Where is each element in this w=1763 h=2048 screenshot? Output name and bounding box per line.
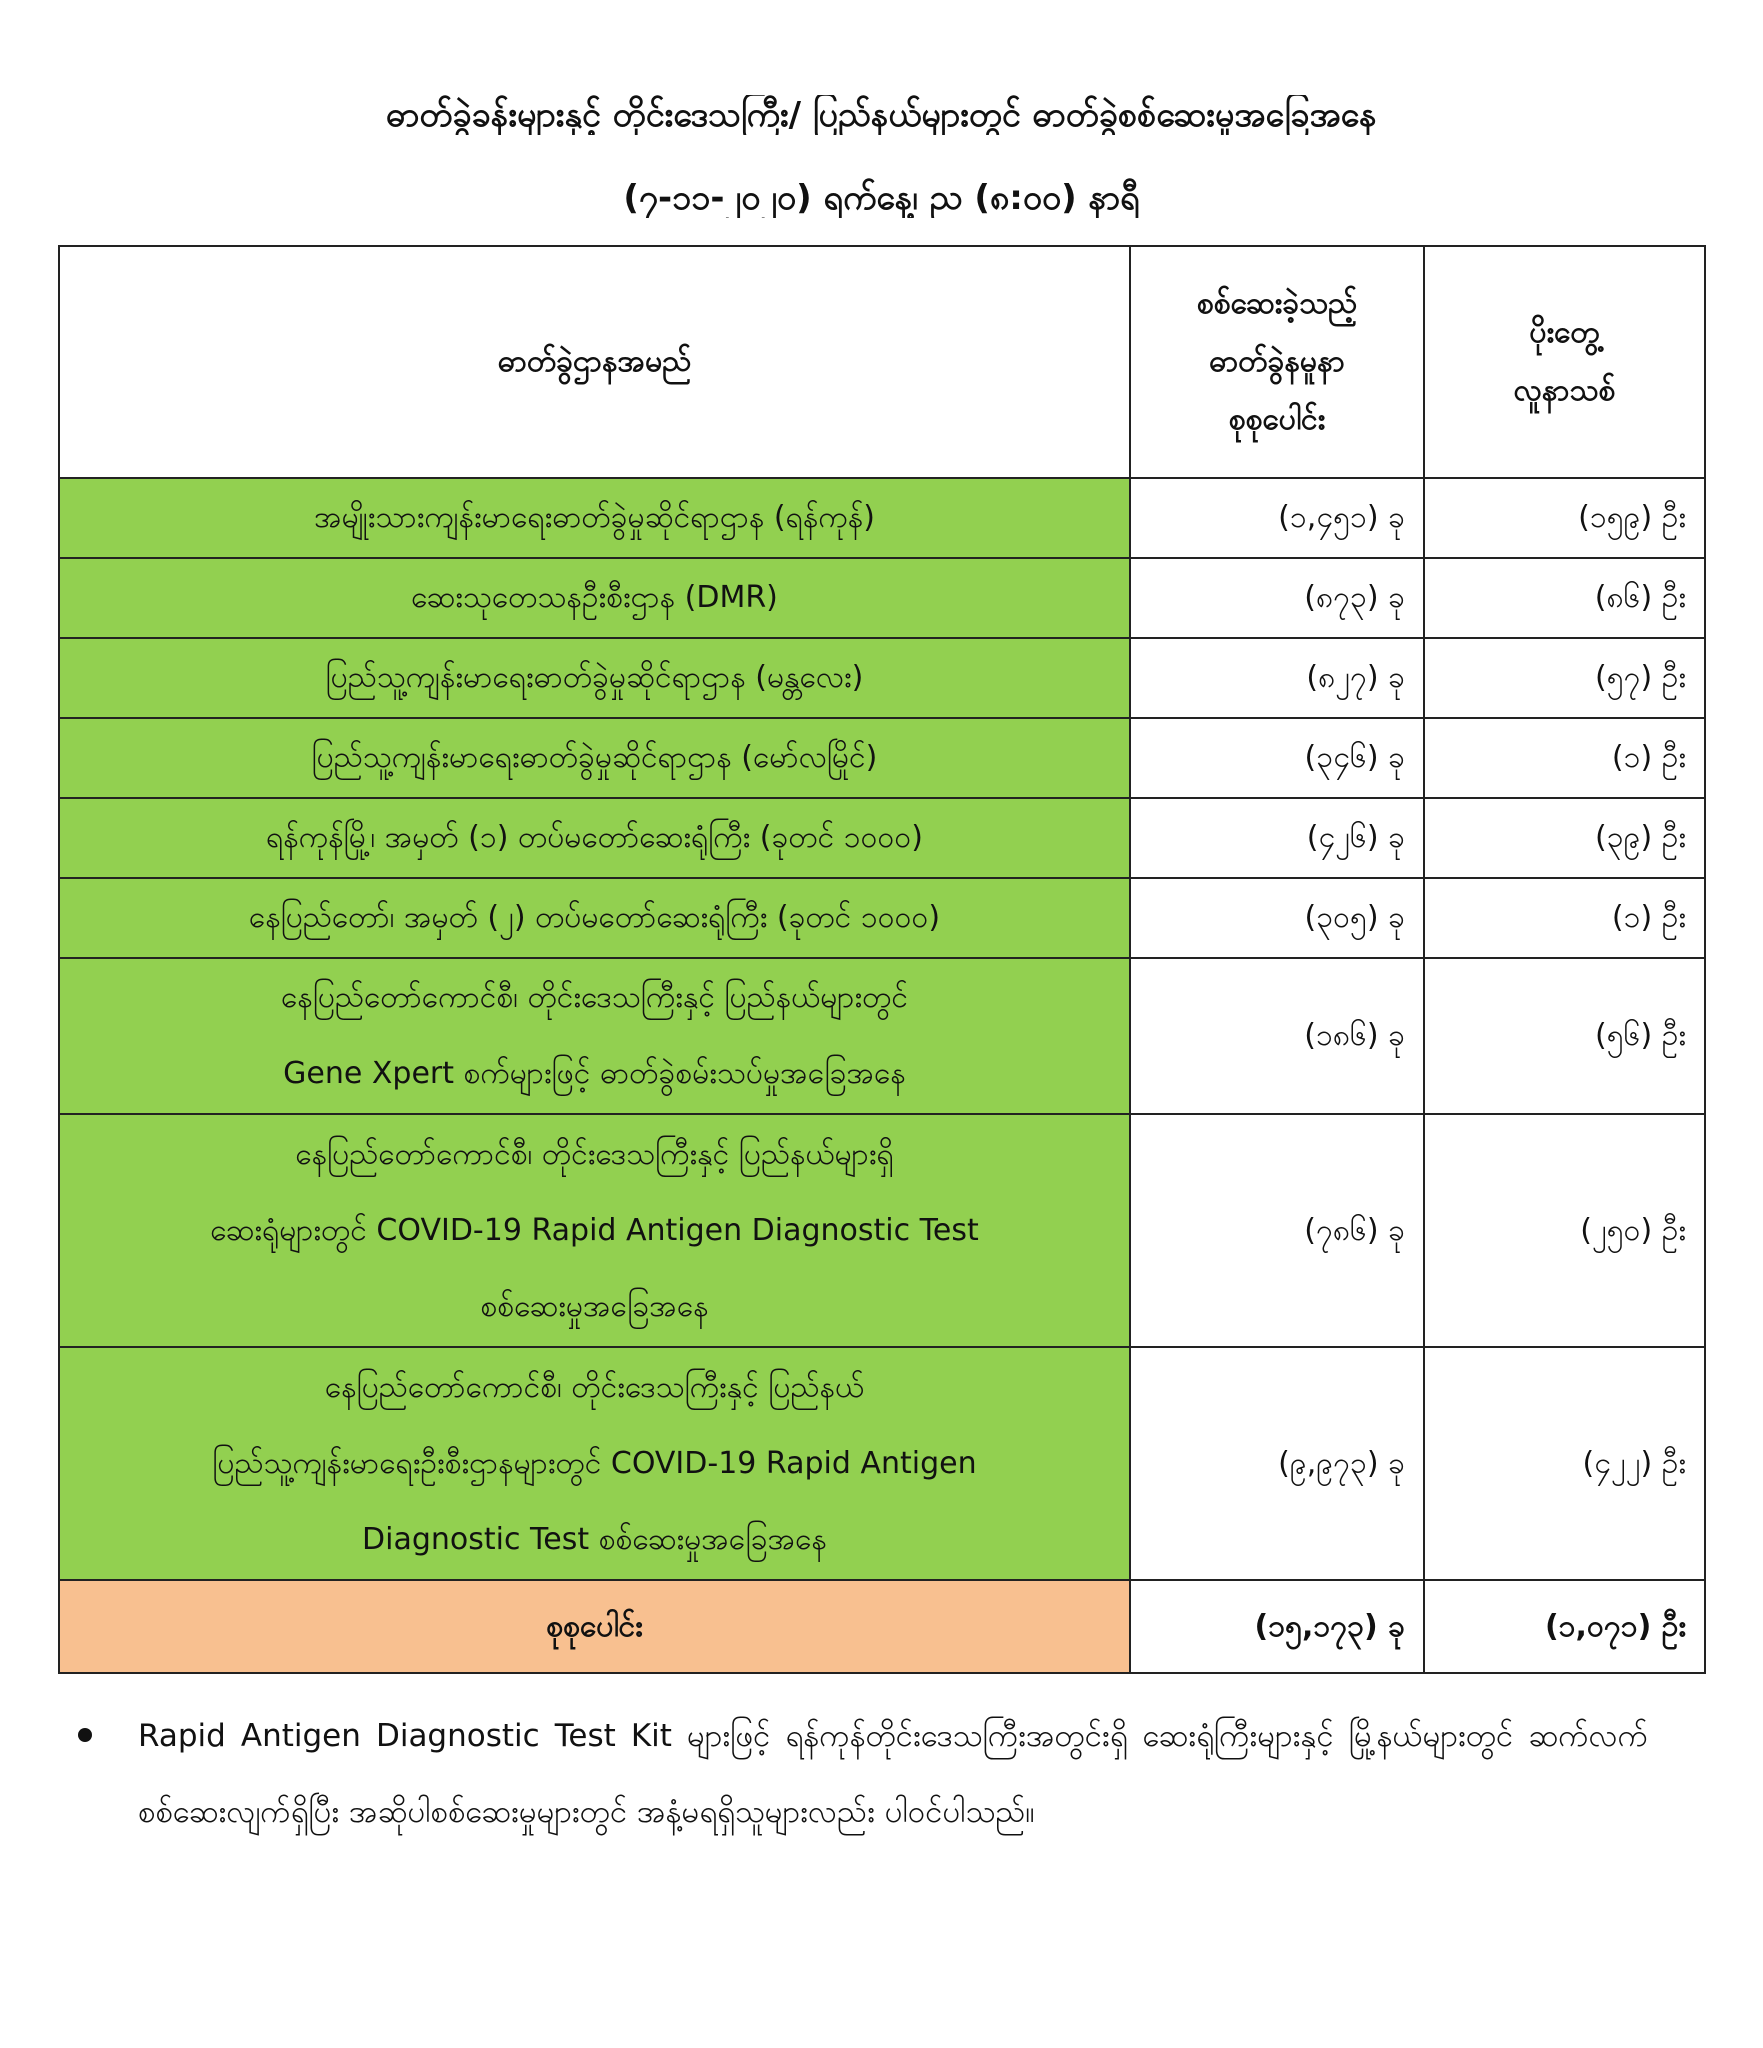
- footnote-text: Rapid Antigen Diagnostic Test Kit များဖြင့် ရန်ကုန်တိုင်းဒေသကြီးအတွင်းရှိ ဆေးရုံကြီးများနှင့် မြို့နယ်များတွင် ဆက်လက်စစ်ဆေးလျက်ရှိပြီး အဆိုပါစစ်ဆေးမှုများတွင် အနံ့မရရှိသူများလည်း ပါဝင်ပါသည်။: [138, 1718, 1648, 1830]
- header-tests-line: ဓာတ်ခွဲနမူနာ: [1209, 344, 1345, 379]
- header-positives-line: လူနာသစ်: [1513, 373, 1616, 408]
- table-row: [59, 718, 1705, 798]
- lab-name-line: Gene Xpert စက်များဖြင့် ဓာတ်ခွဲစမ်းသပ်မှုအခြေအနေ: [283, 1056, 906, 1091]
- lab-name-cell: [59, 1114, 1130, 1347]
- tests-cell: (၃၀၅) ခု: [1130, 878, 1424, 958]
- positives-cell: (၃၉) ဦး: [1424, 798, 1705, 878]
- lab-name-cell: [59, 478, 1130, 558]
- positives-cell: (၁၅၉) ဦး: [1424, 478, 1705, 558]
- total-tests: (၁၅,၁၇၃) ခု: [1130, 1580, 1424, 1673]
- lab-name-line: Diagnostic Test စစ်ဆေးမှုအခြေအနေ: [362, 1521, 827, 1557]
- lab-name-line: အမျိုးသားကျန်းမာရေးဓာတ်ခွဲမှုဆိုင်ရာဌာန (ရန်ကုန်): [314, 500, 875, 535]
- tests-cell: (၄၂၆) ခု: [1130, 798, 1424, 878]
- lab-name-line: ပြည်သူ့ကျန်းမာရေးဦးစီးဌာနများတွင် COVID-19 Rapid Antigen: [212, 1445, 977, 1481]
- tests-cell: (၈၂၇) ခု: [1130, 638, 1424, 718]
- header-positives-line: ပိုးတွေ့: [1529, 315, 1600, 350]
- table-row: [59, 1347, 1705, 1580]
- positives-cell: (၅၇) ဦး: [1424, 638, 1705, 718]
- table-row: [59, 478, 1705, 558]
- tests-cell: (၈၇၃) ခု: [1130, 558, 1424, 638]
- total-positives: (၁,၀၇၁) ဦး: [1424, 1580, 1705, 1673]
- positives-cell: (၂၅၀) ဦး: [1424, 1114, 1705, 1347]
- lab-name-line: နေပြည်တော်၊ အမှတ် (၂) တပ်မတော်ဆေးရုံကြီး (ခုတင် ၁၀၀၀): [248, 900, 941, 935]
- lab-name-cell: [59, 638, 1130, 718]
- positives-cell: (၈၆) ဦး: [1424, 558, 1705, 638]
- table-row: [59, 798, 1705, 878]
- lab-name-line: ဆေးရုံများတွင် COVID-19 Rapid Antigen Diagnostic Test: [210, 1212, 979, 1248]
- lab-name-cell: [59, 1347, 1130, 1580]
- tests-cell: (၃၄၆) ခု: [1130, 718, 1424, 798]
- lab-testing-table: [58, 245, 1706, 1674]
- lab-name-line: နေပြည်တော်ကောင်စီ၊ တိုင်းဒေသကြီးနှင့် ပြည်နယ်များရှိ: [295, 1136, 894, 1172]
- bullet-icon: [78, 1728, 92, 1742]
- lab-name-line: နေပြည်တော်ကောင်စီ၊ တိုင်းဒေသကြီးနှင့် ပြည်နယ်များတွင်: [281, 980, 908, 1015]
- tests-cell: (၉,၉၇၃) ခု: [1130, 1347, 1424, 1580]
- lab-name-line: ရန်ကုန်မြို့၊ အမှတ် (၁) တပ်မတော်ဆေးရုံကြီး (ခုတင် ၁၀၀၀): [266, 820, 923, 855]
- table-row: [59, 558, 1705, 638]
- positives-cell: (၅၆) ဦး: [1424, 958, 1705, 1114]
- report-date-time: (၇-၁၁-၂၀၂၀) ရက်နေ့၊ ည (၈:၀၀) နာရီ: [623, 178, 1140, 218]
- header-tests-line: စစ်ဆေးခဲ့သည့်: [1196, 286, 1358, 321]
- table-row: [59, 1114, 1705, 1347]
- positives-cell: (၁) ဦး: [1424, 878, 1705, 958]
- lab-name-cell: [59, 958, 1130, 1114]
- table-row: [59, 638, 1705, 718]
- header-new-positives: [1424, 246, 1705, 478]
- lab-name-cell: [59, 558, 1130, 638]
- lab-name-line: စစ်ဆေးမှုအခြေအနေ: [480, 1288, 709, 1324]
- report-title: ဓာတ်ခွဲခန်းများနှင့် တိုင်းဒေသကြီး/ ပြည်နယ်များတွင် ဓာတ်ခွဲစစ်ဆေးမှုအခြေအနေ: [386, 95, 1377, 135]
- positives-cell: (၄၂၂) ဦး: [1424, 1347, 1705, 1580]
- lab-name-cell: [59, 798, 1130, 878]
- header-lab-name: ဓာတ်ခွဲဌာနအမည်: [59, 246, 1130, 478]
- tests-cell: (၇၈၆) ခု: [1130, 1114, 1424, 1347]
- header-tests-total: [1130, 246, 1424, 478]
- lab-name-line: ဆေးသုတေသနဦးစီးဌာန (DMR): [411, 580, 778, 615]
- positives-cell: (၁) ဦး: [1424, 718, 1705, 798]
- table-header-row: [59, 246, 1705, 478]
- table-row: [59, 878, 1705, 958]
- tests-cell: (၁၈၆) ခု: [1130, 958, 1424, 1114]
- tests-cell: (၁,၄၅၁) ခု: [1130, 478, 1424, 558]
- lab-name-line: ပြည်သူ့ကျန်းမာရေးဓာတ်ခွဲမှုဆိုင်ရာဌာန (မန္တလေး): [325, 660, 864, 695]
- total-label: စုစုပေါင်း: [59, 1580, 1130, 1673]
- lab-name-line: ပြည်သူ့ကျန်းမာရေးဓာတ်ခွဲမှုဆိုင်ရာဌာန (မော်လမြိုင်): [311, 740, 878, 775]
- table-row: [59, 958, 1705, 1114]
- lab-name-line: နေပြည်တော်ကောင်စီ၊ တိုင်းဒေသကြီးနှင့် ပြည်နယ်: [324, 1369, 865, 1405]
- footnote: [78, 1698, 1648, 1850]
- table-total-row: [59, 1580, 1705, 1673]
- lab-name-cell: [59, 878, 1130, 958]
- header-tests-line: စုစုပေါင်း: [1228, 402, 1326, 437]
- lab-name-cell: [59, 718, 1130, 798]
